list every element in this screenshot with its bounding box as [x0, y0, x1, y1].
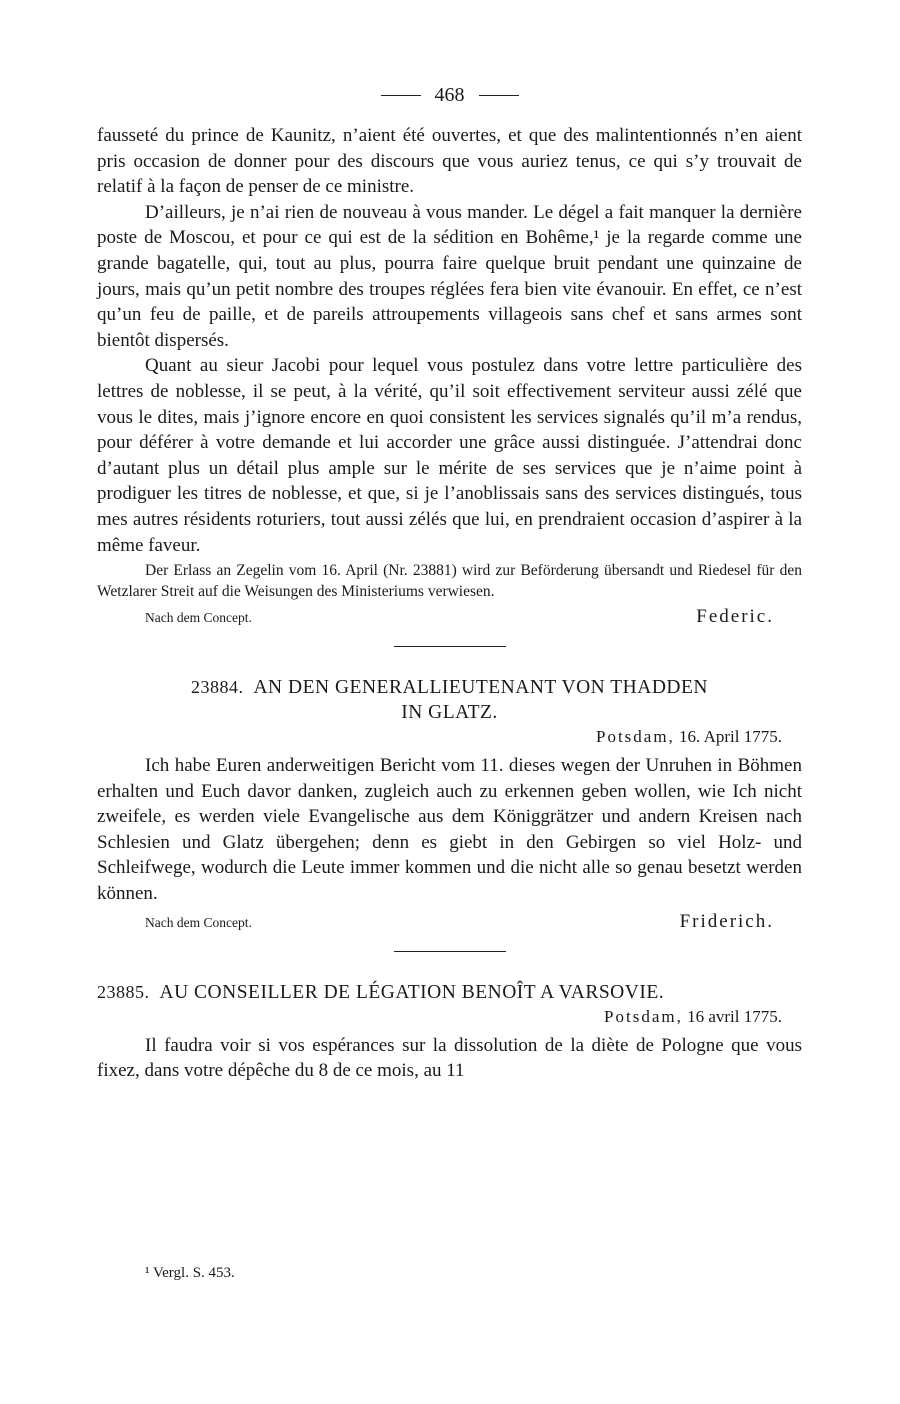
letter-title-line1: AN DEN GENERALLIEUTENANT VON THADDEN — [253, 677, 709, 699]
letter-title — [97, 675, 802, 700]
section-divider — [394, 646, 506, 647]
letter-title-line2: IN GLATZ. — [401, 702, 498, 724]
source-note: Nach dem Concept. — [145, 914, 252, 930]
editor-note: Der Erlass an Zegelin vom 16. April (Nr. 23881) wird zur Beförderung übersandt und Riedesel für den Wetzlarer Streit auf die Weisungen des Ministeriums verwiesen. — [97, 562, 802, 601]
letter-body: Il faudra voir si vos espérances sur la dissolution de la diète de Pologne que vous fixez, dans votre dépêche du 8 de ce mois, au 11 — [97, 1034, 802, 1082]
dateline-date: 16 avril 1775. — [687, 1006, 782, 1026]
header-dash-left — [381, 95, 421, 96]
page — [97, 84, 802, 1084]
letter-number: 23884. — [190, 677, 244, 698]
letter-title-text: AU CONSEILLER DE LÉGATION BENOÎT A VARSOVIE. — [159, 981, 665, 1003]
letter-title — [97, 980, 802, 1005]
header-dash-right — [479, 95, 519, 96]
paragraph-2: D’ailleurs, je n’ai rien de nouveau à vous mander. Le dégel a fait manquer la dernière poste de Moscou, et pour ce qui est de la sédition en Bohême,¹ je la regarde comme une grande bagatelle, qui, tout au plus, pourra faire quelque bruit pendant une quinzaine de jours, mais qu’un petit nombre des troupes réglées fera bien vite évanouir. En effet, ce n’est qu’un feu de paille, et de pareils attroupements villageois sans chef et sans armes sont bientôt dispersés. — [97, 201, 802, 351]
signature: Friderich. — [679, 910, 774, 932]
page-number: 468 — [434, 84, 465, 106]
source-note: Nach dem Concept. — [145, 610, 252, 626]
continuation-paragraph: fausseté du prince de Kaunitz, n’aient été ouvertes, et que des malintentionnés n’en aient pris occasion de donner pour des discours que vous auriez tenus, ce qui s’y trouvait de relatif à la façon de penser de ce ministre. — [97, 125, 802, 198]
section-divider — [394, 951, 506, 952]
dateline-place: Potsdam, — [595, 727, 675, 747]
dateline — [97, 727, 802, 747]
paragraph-3: Quant au sieur Jacobi pour lequel vous postulez dans votre lettre particulière des lettres de noblesse, il se peut, à la vérité, qu’il soit effectivement serviteur aussi zélé que vous le dites, mais j’ignore encore en quoi consistent les services signalés qu’il m’a rendus, pour déférer à votre demande et lui accorder une grâce aussi distinguée. J’attendrai donc d’autant plus un détail plus ample sur le mérite de ses services que je n’aime point à prodiguer les titres de noblesse, et que, si je l’anoblissais sans des services distingués, tous mes autres résidents roturiers, tout aussi zélés que lui, en prendraient occasion d’aspirer à la même faveur. — [97, 355, 802, 556]
signature-line-1 — [97, 606, 802, 628]
footnote: ¹ Vergl. S. 453. — [145, 1265, 235, 1281]
dateline-date: 16. April 1775. — [679, 727, 782, 747]
dateline-place: Potsdam, — [604, 1006, 683, 1026]
dateline — [97, 1007, 802, 1027]
signature-line-2 — [97, 911, 802, 933]
letter-body: Ich habe Euren anderweitigen Bericht vom 11. dieses wegen der Unruhen in Böhmen erhalten und Euch davor danken, zugleich auch zu erkennen geben wollen, wie Ich nicht zweifele, es werden viele Evangelische aus dem Königgrätzer und andern Kreisen nach Schlesien und Glatz übergehen; denn es giebt in den Gebirgen so viel Holz- und Schleifwege, wodurch die Leute immer kommen und die nicht alle so genau besetzt werden können. — [97, 755, 802, 905]
signature: Federic. — [696, 606, 774, 628]
letter-number: 23885. — [97, 981, 150, 1002]
page-header — [97, 84, 802, 107]
